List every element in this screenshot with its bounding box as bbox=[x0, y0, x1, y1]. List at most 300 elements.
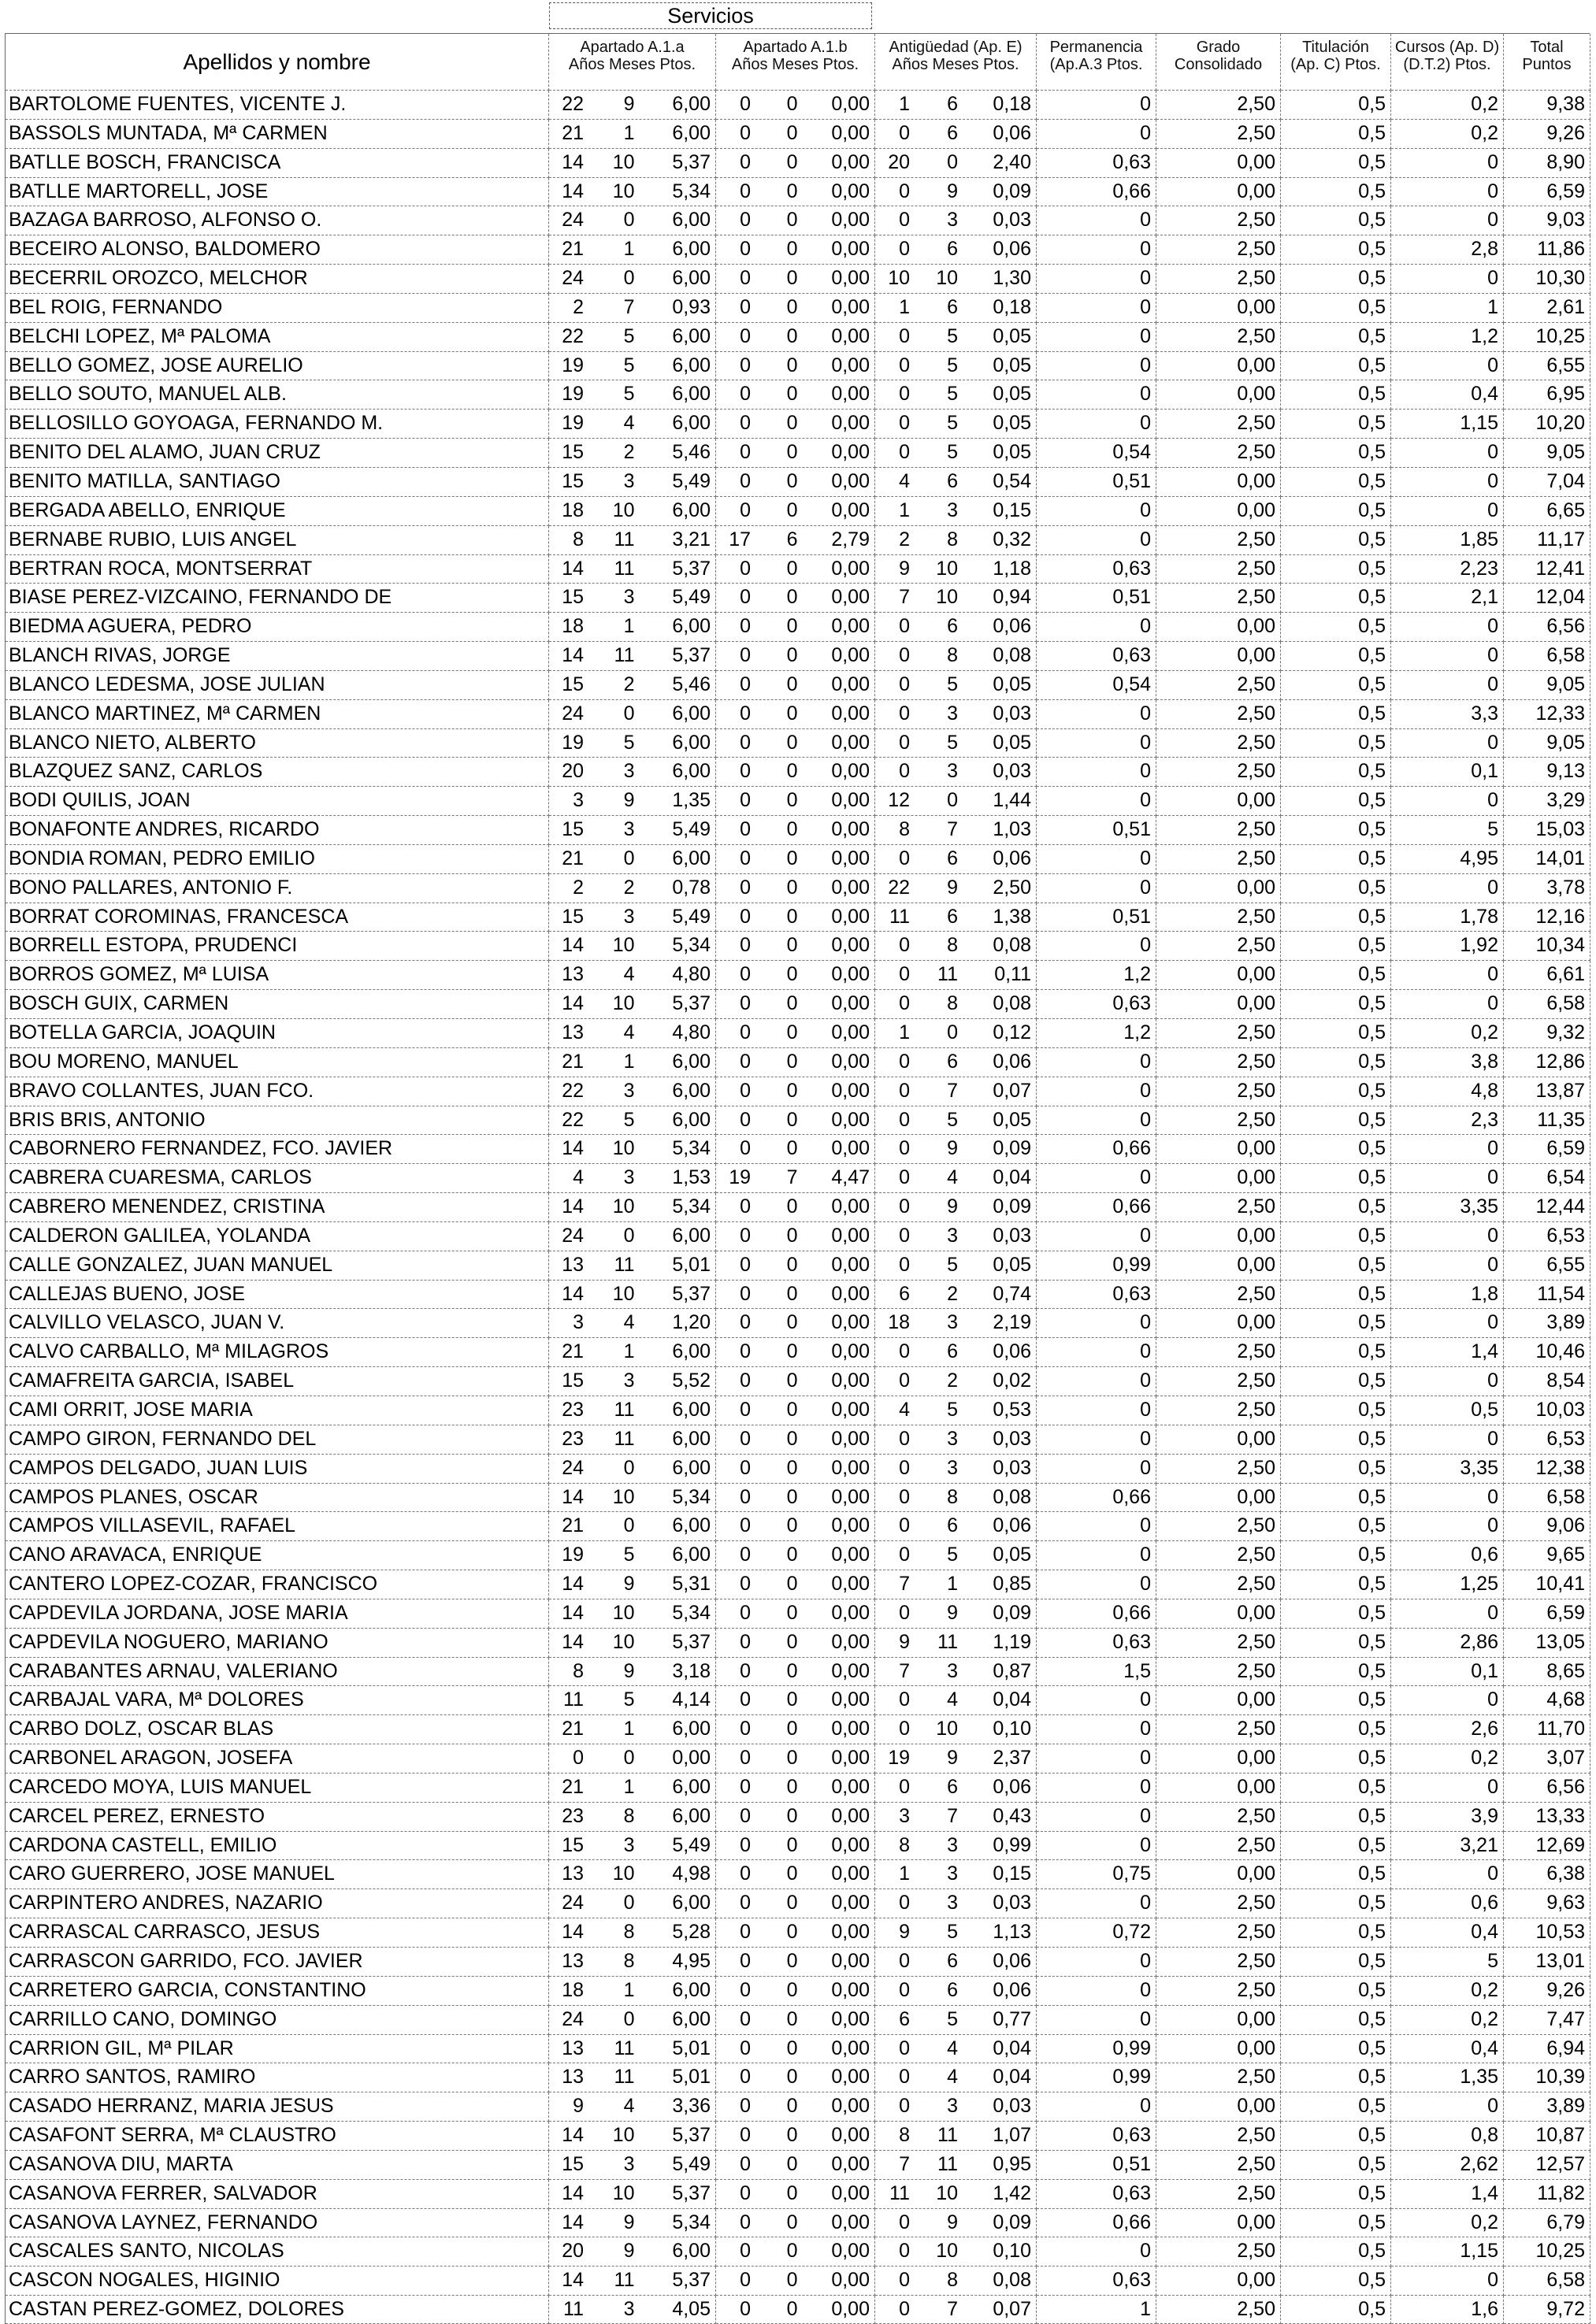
row-cursos: 1 bbox=[1391, 294, 1504, 323]
row-a1a-points: 6,00 bbox=[672, 354, 711, 376]
row-antiguedad-months: 9 bbox=[947, 1195, 958, 1218]
row-a1b-points: 0,00 bbox=[831, 1573, 870, 1596]
row-a1a bbox=[549, 178, 716, 207]
row-a1a-points: 6,00 bbox=[672, 1718, 711, 1740]
row-antiguedad-years: 11 bbox=[889, 905, 910, 928]
row-grado: 0,00 bbox=[1156, 497, 1281, 526]
row-titulacion: 0,5 bbox=[1281, 235, 1391, 265]
row-cursos: 0 bbox=[1391, 352, 1504, 381]
row-a1a bbox=[549, 2209, 716, 2238]
row-titulacion: 0,5 bbox=[1281, 2267, 1391, 2296]
row-antiguedad-points: 0,15 bbox=[993, 1863, 1031, 1885]
row-antiguedad-points: 0,05 bbox=[993, 673, 1031, 695]
row-titulacion: 0,5 bbox=[1281, 178, 1391, 207]
row-antiguedad bbox=[875, 1686, 1037, 1715]
row-a1b-years: 0 bbox=[740, 1863, 751, 1885]
row-antiguedad-years: 0 bbox=[899, 1137, 910, 1160]
row-antiguedad bbox=[875, 1889, 1037, 1918]
row-titulacion: 0,5 bbox=[1281, 1135, 1391, 1164]
row-a1b-years: 0 bbox=[740, 1659, 751, 1682]
row-antiguedad-points: 0,05 bbox=[993, 412, 1031, 435]
row-cursos: 0 bbox=[1391, 1251, 1504, 1281]
row-a1a-months: 8 bbox=[623, 1921, 635, 1944]
row-antiguedad bbox=[875, 1570, 1037, 1599]
row-antiguedad-months: 7 bbox=[947, 2298, 958, 2321]
row-name: CARPINTERO ANDRES, NAZARIO bbox=[6, 1889, 549, 1918]
row-antiguedad-points: 0,05 bbox=[993, 354, 1031, 376]
row-a1a bbox=[549, 1367, 716, 1396]
row-titulacion: 0,5 bbox=[1281, 1309, 1391, 1338]
row-permanencia: 0 bbox=[1037, 235, 1156, 265]
row-permanencia: 0 bbox=[1037, 1077, 1156, 1106]
row-titulacion: 0,5 bbox=[1281, 2180, 1391, 2209]
row-a1a-points: 6,00 bbox=[672, 1398, 711, 1421]
row-titulacion: 0,5 bbox=[1281, 468, 1391, 497]
row-antiguedad-points: 0,08 bbox=[993, 992, 1031, 1015]
row-antiguedad bbox=[875, 1048, 1037, 1077]
row-cursos: 0,1 bbox=[1391, 1658, 1504, 1687]
header-a1a: Apartado A.1.a Años Meses Ptos. bbox=[549, 34, 716, 91]
row-antiguedad-points: 0,53 bbox=[993, 1398, 1031, 1421]
row-name: CAMPOS DELGADO, JUAN LUIS bbox=[6, 1455, 549, 1484]
row-titulacion: 0,5 bbox=[1281, 990, 1391, 1019]
row-antiguedad bbox=[875, 2180, 1037, 2209]
row-antiguedad-points: 0,05 bbox=[993, 441, 1031, 464]
row-a1a bbox=[549, 1019, 716, 1048]
row-a1a-years: 21 bbox=[562, 1340, 584, 1363]
row-a1a bbox=[549, 1484, 716, 1513]
row-antiguedad-months: 6 bbox=[947, 93, 958, 115]
row-a1b-points: 0,00 bbox=[831, 2066, 870, 2089]
row-a1a-months: 0 bbox=[623, 847, 635, 869]
header-total: Total Puntos bbox=[1504, 34, 1590, 91]
row-a1b-points: 0,00 bbox=[831, 731, 870, 754]
row-a1a-points: 6,00 bbox=[672, 1775, 711, 1798]
row-a1b-months: 0 bbox=[786, 557, 798, 580]
row-antiguedad bbox=[875, 816, 1037, 845]
row-a1a-points: 5,31 bbox=[672, 1573, 711, 1596]
row-total: 3,78 bbox=[1504, 874, 1590, 903]
row-antiguedad-points: 0,04 bbox=[993, 2066, 1031, 2089]
row-a1b-points: 0,00 bbox=[831, 209, 870, 232]
row-a1a-years: 14 bbox=[562, 2269, 584, 2292]
row-a1a bbox=[549, 787, 716, 816]
row-a1b-months: 0 bbox=[786, 1544, 798, 1566]
row-antiguedad-points: 0,05 bbox=[993, 731, 1031, 754]
row-a1b-months: 0 bbox=[786, 441, 798, 464]
row-antiguedad-months: 6 bbox=[947, 1514, 958, 1537]
row-a1b-years: 0 bbox=[740, 1079, 751, 1102]
row-a1b bbox=[716, 1484, 875, 1513]
row-permanencia: 0,99 bbox=[1037, 1251, 1156, 1281]
row-permanencia: 0,63 bbox=[1037, 149, 1156, 178]
row-a1a bbox=[549, 1193, 716, 1222]
row-grado: 0,00 bbox=[1156, 352, 1281, 381]
row-grado: 2,50 bbox=[1156, 2180, 1281, 2209]
row-a1a-months: 9 bbox=[623, 789, 635, 812]
row-grado: 2,50 bbox=[1156, 1396, 1281, 1425]
row-a1a-points: 6,00 bbox=[672, 615, 711, 638]
row-a1a-months: 10 bbox=[612, 2124, 635, 2147]
row-antiguedad bbox=[875, 1977, 1037, 2006]
row-a1b-months: 0 bbox=[786, 295, 798, 318]
row-titulacion: 0,5 bbox=[1281, 1106, 1391, 1136]
row-name: CAMPO GIRON, FERNANDO DEL bbox=[6, 1425, 549, 1455]
row-a1b-years: 0 bbox=[740, 1688, 751, 1711]
row-cursos: 0 bbox=[1391, 2267, 1504, 2296]
row-cursos: 0,5 bbox=[1391, 1396, 1504, 1425]
row-a1a bbox=[549, 439, 716, 468]
row-a1b-years: 0 bbox=[740, 615, 751, 638]
row-cursos: 0,4 bbox=[1391, 2035, 1504, 2064]
row-a1b-months: 0 bbox=[786, 615, 798, 638]
row-a1b-years: 0 bbox=[740, 673, 751, 695]
row-antiguedad-years: 7 bbox=[899, 1573, 910, 1596]
row-a1a-years: 21 bbox=[562, 847, 584, 869]
row-total: 9,26 bbox=[1504, 1977, 1590, 2006]
row-titulacion: 0,5 bbox=[1281, 206, 1391, 235]
row-grado: 0,00 bbox=[1156, 1251, 1281, 1281]
row-a1b-months: 0 bbox=[786, 2007, 798, 2030]
row-a1a-points: 5,46 bbox=[672, 441, 711, 464]
row-permanencia: 0,66 bbox=[1037, 1599, 1156, 1629]
row-name: CAMAFREITA GARCIA, ISABEL bbox=[6, 1367, 549, 1396]
row-antiguedad-months: 7 bbox=[947, 1079, 958, 1102]
row-a1b-months: 0 bbox=[786, 1021, 798, 1043]
row-total: 10,34 bbox=[1504, 932, 1590, 961]
row-name: CAPDEVILA NOGUERO, MARIANO bbox=[6, 1629, 549, 1658]
row-antiguedad-points: 0,32 bbox=[993, 528, 1031, 550]
row-a1a-months: 1 bbox=[623, 615, 635, 638]
row-cursos: 0 bbox=[1391, 990, 1504, 1019]
row-a1a-years: 22 bbox=[562, 1079, 584, 1102]
row-a1b bbox=[716, 1135, 875, 1164]
row-antiguedad-points: 0,04 bbox=[993, 1688, 1031, 1711]
row-grado: 2,50 bbox=[1156, 1803, 1281, 1832]
row-permanencia: 0 bbox=[1037, 1686, 1156, 1715]
row-cursos: 0,2 bbox=[1391, 2209, 1504, 2238]
row-total: 9,06 bbox=[1504, 1512, 1590, 1541]
row-total: 10,03 bbox=[1504, 1396, 1590, 1425]
row-antiguedad-months: 10 bbox=[936, 2181, 958, 2204]
header-permanencia: Permanencia (Ap.A.3 Ptos. bbox=[1037, 34, 1156, 91]
row-antiguedad bbox=[875, 1455, 1037, 1484]
row-antiguedad-years: 0 bbox=[899, 2211, 910, 2233]
row-a1a bbox=[549, 2267, 716, 2296]
row-antiguedad-years: 8 bbox=[899, 2124, 910, 2147]
row-cursos: 2,86 bbox=[1391, 1629, 1504, 1658]
row-cursos: 0 bbox=[1391, 1164, 1504, 1193]
row-a1a-months: 4 bbox=[623, 2095, 635, 2118]
row-total: 7,04 bbox=[1504, 468, 1590, 497]
row-antiguedad-months: 6 bbox=[947, 1050, 958, 1073]
row-permanencia: 0 bbox=[1037, 845, 1156, 874]
row-titulacion: 0,5 bbox=[1281, 1077, 1391, 1106]
row-antiguedad-months: 0 bbox=[947, 150, 958, 173]
row-antiguedad-years: 0 bbox=[899, 238, 910, 261]
row-titulacion: 0,5 bbox=[1281, 555, 1391, 584]
row-a1a-points: 5,49 bbox=[672, 2152, 711, 2175]
row-a1a-years: 2 bbox=[573, 295, 584, 318]
row-titulacion: 0,5 bbox=[1281, 294, 1391, 323]
row-antiguedad-points: 0,08 bbox=[993, 934, 1031, 957]
row-antiguedad-years: 0 bbox=[899, 847, 910, 869]
row-a1b bbox=[716, 1164, 875, 1193]
row-a1b-years: 0 bbox=[740, 2211, 751, 2233]
row-a1b bbox=[716, 1570, 875, 1599]
row-antiguedad bbox=[875, 2035, 1037, 2064]
row-cursos: 2,8 bbox=[1391, 235, 1504, 265]
row-antiguedad-years: 0 bbox=[899, 209, 910, 232]
row-total: 10,25 bbox=[1504, 323, 1590, 352]
row-a1a-points: 5,49 bbox=[672, 818, 711, 841]
row-antiguedad bbox=[875, 874, 1037, 903]
row-permanencia: 0 bbox=[1037, 700, 1156, 729]
row-a1a-years: 23 bbox=[562, 1427, 584, 1450]
row-a1b-years: 17 bbox=[729, 528, 751, 550]
row-titulacion: 0,5 bbox=[1281, 323, 1391, 352]
row-a1a-months: 11 bbox=[614, 2037, 635, 2059]
row-a1a bbox=[549, 700, 716, 729]
row-a1a-years: 24 bbox=[562, 702, 584, 725]
row-permanencia: 0 bbox=[1037, 380, 1156, 410]
row-a1a bbox=[549, 1918, 716, 1948]
row-a1a bbox=[549, 2237, 716, 2267]
row-permanencia: 0 bbox=[1037, 352, 1156, 381]
row-a1a bbox=[549, 1077, 716, 1106]
row-a1b-years: 0 bbox=[740, 354, 751, 376]
row-a1a-points: 0,78 bbox=[672, 876, 711, 899]
row-a1b-months: 0 bbox=[786, 760, 798, 783]
row-antiguedad-years: 0 bbox=[899, 760, 910, 783]
row-name: BENITO MATILLA, SANTIAGO bbox=[6, 468, 549, 497]
row-name: CASANOVA LAYNEZ, FERNANDO bbox=[6, 2209, 549, 2238]
row-grado: 2,50 bbox=[1156, 1106, 1281, 1136]
row-antiguedad-months: 4 bbox=[947, 1688, 958, 1711]
row-a1a bbox=[549, 1803, 716, 1832]
row-antiguedad-points: 0,08 bbox=[993, 644, 1031, 667]
row-grado: 2,50 bbox=[1156, 410, 1281, 439]
header-grado: Grado Consolidado bbox=[1156, 34, 1281, 91]
row-a1b-points: 0,00 bbox=[831, 789, 870, 812]
row-permanencia: 0 bbox=[1037, 758, 1156, 787]
row-antiguedad bbox=[875, 206, 1037, 235]
row-name: CASANOVA DIU, MARTA bbox=[6, 2151, 549, 2180]
row-a1a-months: 3 bbox=[623, 2298, 635, 2321]
row-antiguedad-months: 5 bbox=[947, 673, 958, 695]
row-antiguedad-months: 10 bbox=[936, 586, 958, 609]
row-antiguedad-months: 3 bbox=[947, 1659, 958, 1682]
row-grado: 0,00 bbox=[1156, 1425, 1281, 1455]
row-a1b-months: 0 bbox=[786, 2211, 798, 2233]
row-grado: 2,50 bbox=[1156, 91, 1281, 120]
row-a1a-points: 6,00 bbox=[672, 1108, 711, 1131]
row-antiguedad-points: 0,03 bbox=[993, 1427, 1031, 1450]
row-permanencia: 0,51 bbox=[1037, 816, 1156, 845]
row-a1a-points: 5,49 bbox=[672, 1833, 711, 1856]
row-a1a-months: 8 bbox=[623, 1804, 635, 1827]
row-grado: 0,00 bbox=[1156, 2209, 1281, 2238]
row-a1a-months: 3 bbox=[623, 1166, 635, 1189]
row-a1b bbox=[716, 1715, 875, 1744]
row-antiguedad-years: 0 bbox=[899, 1079, 910, 1102]
row-a1a bbox=[549, 1251, 716, 1281]
row-cursos: 0 bbox=[1391, 1425, 1504, 1455]
row-grado: 0,00 bbox=[1156, 1309, 1281, 1338]
row-a1b-years: 0 bbox=[740, 1224, 751, 1247]
row-cursos: 1,35 bbox=[1391, 2063, 1504, 2092]
row-a1a-points: 5,28 bbox=[672, 1921, 711, 1944]
row-permanencia: 0,63 bbox=[1037, 642, 1156, 671]
row-a1a bbox=[549, 2035, 716, 2064]
row-a1b-months: 0 bbox=[786, 1630, 798, 1653]
row-a1a-years: 15 bbox=[562, 586, 584, 609]
row-grado: 2,50 bbox=[1156, 2296, 1281, 2324]
row-total: 9,38 bbox=[1504, 91, 1590, 120]
row-a1a-years: 14 bbox=[562, 1282, 584, 1305]
row-a1b-years: 0 bbox=[740, 238, 751, 261]
row-antiguedad-months: 6 bbox=[947, 1340, 958, 1363]
row-name: CARCEL PEREZ, ERNESTO bbox=[6, 1803, 549, 1832]
row-a1b-months: 0 bbox=[786, 905, 798, 928]
row-antiguedad-points: 0,77 bbox=[993, 2007, 1031, 2030]
row-a1a-points: 5,37 bbox=[672, 557, 711, 580]
row-cursos: 4,8 bbox=[1391, 1077, 1504, 1106]
row-a1a-points: 6,00 bbox=[672, 847, 711, 869]
row-permanencia: 0 bbox=[1037, 2237, 1156, 2267]
row-a1a-years: 19 bbox=[562, 383, 584, 406]
row-a1b bbox=[716, 2267, 875, 2296]
row-antiguedad bbox=[875, 932, 1037, 961]
row-a1a bbox=[549, 1599, 716, 1629]
row-a1a bbox=[549, 1222, 716, 1251]
row-cursos: 2,62 bbox=[1391, 2151, 1504, 2180]
row-antiguedad-months: 2 bbox=[947, 1370, 958, 1392]
row-antiguedad bbox=[875, 265, 1037, 294]
row-titulacion: 0,5 bbox=[1281, 845, 1391, 874]
row-antiguedad-points: 0,10 bbox=[993, 2240, 1031, 2263]
row-antiguedad-years: 8 bbox=[899, 818, 910, 841]
row-a1a-points: 6,00 bbox=[672, 2240, 711, 2263]
row-a1a-months: 5 bbox=[623, 1688, 635, 1711]
row-a1a bbox=[549, 2092, 716, 2122]
row-a1b bbox=[716, 1629, 875, 1658]
row-a1a bbox=[549, 91, 716, 120]
row-a1b-years: 0 bbox=[740, 180, 751, 202]
row-a1b-points: 0,00 bbox=[831, 905, 870, 928]
row-permanencia: 0 bbox=[1037, 729, 1156, 758]
row-a1a-months: 0 bbox=[623, 1747, 635, 1770]
row-grado: 2,50 bbox=[1156, 1629, 1281, 1658]
row-antiguedad bbox=[875, 990, 1037, 1019]
row-a1b-years: 0 bbox=[740, 1892, 751, 1914]
row-a1b-months: 0 bbox=[786, 1718, 798, 1740]
row-cursos: 0 bbox=[1391, 1222, 1504, 1251]
row-antiguedad-points: 0,08 bbox=[993, 1485, 1031, 1508]
row-titulacion: 0,5 bbox=[1281, 1918, 1391, 1948]
row-antiguedad-years: 10 bbox=[888, 267, 910, 290]
row-a1a-points: 5,37 bbox=[672, 992, 711, 1015]
row-a1a-months: 1 bbox=[623, 1050, 635, 1073]
row-name: CARRION GIL, Mª PILAR bbox=[6, 2035, 549, 2064]
row-a1a bbox=[549, 961, 716, 990]
row-a1b-points: 0,00 bbox=[831, 586, 870, 609]
row-cursos: 1,2 bbox=[1391, 323, 1504, 352]
row-antiguedad-years: 0 bbox=[899, 1775, 910, 1798]
row-antiguedad-years: 2 bbox=[899, 528, 910, 550]
row-a1a bbox=[549, 816, 716, 845]
row-a1a-points: 6,00 bbox=[672, 1892, 711, 1914]
row-antiguedad-points: 0,74 bbox=[993, 1282, 1031, 1305]
row-antiguedad-years: 0 bbox=[899, 1427, 910, 1450]
row-antiguedad bbox=[875, 1512, 1037, 1541]
row-a1b-years: 0 bbox=[740, 1108, 751, 1131]
row-a1b bbox=[716, 149, 875, 178]
row-antiguedad bbox=[875, 700, 1037, 729]
row-total: 12,57 bbox=[1504, 2151, 1590, 2180]
row-a1a bbox=[549, 1309, 716, 1338]
row-antiguedad-years: 18 bbox=[888, 1311, 910, 1334]
row-antiguedad bbox=[875, 497, 1037, 526]
row-titulacion: 0,5 bbox=[1281, 903, 1391, 932]
row-permanencia: 0 bbox=[1037, 1744, 1156, 1774]
row-antiguedad-months: 11 bbox=[937, 963, 958, 986]
row-a1b-points: 0,00 bbox=[831, 469, 870, 492]
row-a1b-years: 0 bbox=[740, 963, 751, 986]
row-cursos: 3,8 bbox=[1391, 1048, 1504, 1077]
row-antiguedad bbox=[875, 1019, 1037, 1048]
row-cursos: 5 bbox=[1391, 816, 1504, 845]
row-antiguedad-points: 1,38 bbox=[993, 905, 1031, 928]
row-a1b-months: 0 bbox=[786, 2298, 798, 2321]
row-a1b-months: 0 bbox=[786, 876, 798, 899]
row-antiguedad-months: 0 bbox=[947, 789, 958, 812]
row-permanencia: 0 bbox=[1037, 787, 1156, 816]
row-antiguedad-months: 6 bbox=[947, 238, 958, 261]
row-antiguedad-points: 0,07 bbox=[993, 2298, 1031, 2321]
row-a1a-years: 3 bbox=[573, 1311, 584, 1334]
row-antiguedad-years: 0 bbox=[899, 412, 910, 435]
row-a1a-points: 5,37 bbox=[672, 150, 711, 173]
row-antiguedad-months: 3 bbox=[947, 1224, 958, 1247]
row-name: BODI QUILIS, JOAN bbox=[6, 787, 549, 816]
row-name: BLAZQUEZ SANZ, CARLOS bbox=[6, 758, 549, 787]
row-antiguedad-years: 0 bbox=[899, 121, 910, 144]
row-name: CABRERO MENENDEZ, CRISTINA bbox=[6, 1193, 549, 1222]
row-a1a-points: 5,37 bbox=[672, 1282, 711, 1305]
row-a1b bbox=[716, 932, 875, 961]
row-antiguedad-points: 0,05 bbox=[993, 1544, 1031, 1566]
row-total: 8,90 bbox=[1504, 149, 1590, 178]
row-a1b-years: 0 bbox=[740, 2298, 751, 2321]
row-antiguedad-years: 0 bbox=[899, 673, 910, 695]
row-antiguedad-months: 8 bbox=[947, 528, 958, 550]
row-a1a-months: 3 bbox=[623, 1079, 635, 1102]
row-permanencia: 0 bbox=[1037, 1774, 1156, 1803]
row-total: 11,54 bbox=[1504, 1281, 1590, 1310]
row-a1a-points: 4,05 bbox=[672, 2298, 711, 2321]
row-antiguedad bbox=[875, 1425, 1037, 1455]
row-total: 6,58 bbox=[1504, 2267, 1590, 2296]
row-total: 12,33 bbox=[1504, 700, 1590, 729]
row-grado: 0,00 bbox=[1156, 178, 1281, 207]
row-grado: 2,50 bbox=[1156, 2237, 1281, 2267]
row-a1b-years: 0 bbox=[740, 295, 751, 318]
row-titulacion: 0,5 bbox=[1281, 1396, 1391, 1425]
row-a1b-years: 0 bbox=[740, 1485, 751, 1508]
row-antiguedad-points: 0,06 bbox=[993, 1340, 1031, 1363]
row-a1a-years: 14 bbox=[562, 644, 584, 667]
